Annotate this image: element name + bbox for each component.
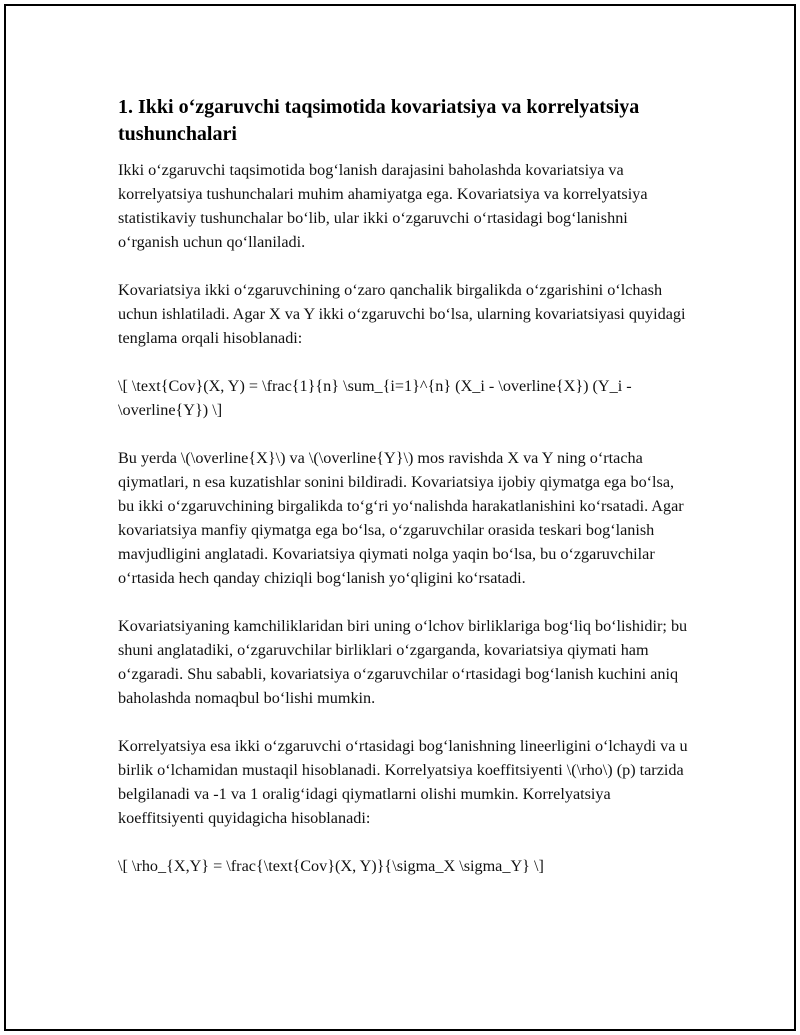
document-body	[118, 94, 688, 902]
section-title: 1. Ikki o‘zgaruvchi taqsimotida kovariatsiya va korrelyatsiya tushunchalari	[118, 96, 640, 145]
paragraph-intro: Ikki o‘zgaruvchi taqsimotida bog‘lanish darajasini baholashda kovariatsiya va korrelyatsiya tushunchalari muhim ahamiyatga ega. Kovariatsiya va korrelyatsiya statistikaviy tushunchalar bo‘lib, ular ikki o‘zgaruvchi o‘rtasidagi bog‘lanishni o‘rganish uchun qo‘llaniladi.	[118, 161, 648, 251]
formula-correlation: \[ \rho_{X,Y} = \frac{\text{Cov}(X, Y)}{\sigma_X \sigma_Y} \]	[118, 857, 544, 875]
paragraph-covariance-interpretation: Bu yerda \(\overline{X}\) va \(\overline{Y}\) mos ravishda X va Y ning o‘rtacha qiymatlari, n esa kuzatishlar sonini bildiradi. Kovariatsiya ijobiy qiymatga ega bo‘lsa, bu ikki o‘zgaruvchining birgalikda to‘g‘ri yo‘nalishda harakatlanishini ko‘rsatadi. Agar kovariatsiya manfiy qiymatga ega bo‘lsa, o‘zgaruvchilar orasida teskari bog‘lanish mavjudligini anglatadi. Kovariatsiya qiymati nolga yaqin bo‘lsa, bu o‘zgaruvchilar o‘rtasida hech qanday chiziqli bog‘lanish yo‘qligini ko‘rsatadi.	[118, 449, 684, 587]
formula-covariance: \[ \text{Cov}(X, Y) = \frac{1}{n} \sum_{i=1}^{n} (X_i - \overline{X}) (Y_i - \overline{Y}) \]	[118, 377, 632, 419]
paragraph-correlation-definition: Korrelyatsiya esa ikki o‘zgaruvchi o‘rtasidagi bog‘lanishning lineerligini o‘lchaydi va u birlik o‘lchamidan mustaqil hisoblanadi. Korrelyatsiya koeffitsiyenti \(\rho\) (p) tarzida belgilanadi va -1 va 1 oralig‘idagi qiymatlarni olishi mumkin. Korrelyatsiya koeffitsiyenti quyidagicha hisoblanadi:	[118, 737, 688, 827]
paragraph-covariance-definition: Kovariatsiya ikki o‘zgaruvchining o‘zaro qanchalik birgalikda o‘zgarishini o‘lchash uchun ishlatiladi. Agar X va Y ikki o‘zgaruvchi bo‘lsa, ularning kovariatsiyasi quyidagi tenglama orqali hisoblanadi:	[118, 281, 686, 347]
paragraph-covariance-limitation: Kovariatsiyaning kamchiliklaridan biri uning o‘lchov birliklariga bog‘liq bo‘lishidir; bu shuni anglatadiki, o‘zgaruvchilar birliklari o‘zgarganda, kovariatsiya qiymati ham o‘zgaradi. Shu sababli, kovariatsiya o‘zgaruvchilar o‘rtasidagi bog‘lanish kuchini aniq baholashda nomaqbul bo‘lishi mumkin.	[118, 617, 688, 707]
